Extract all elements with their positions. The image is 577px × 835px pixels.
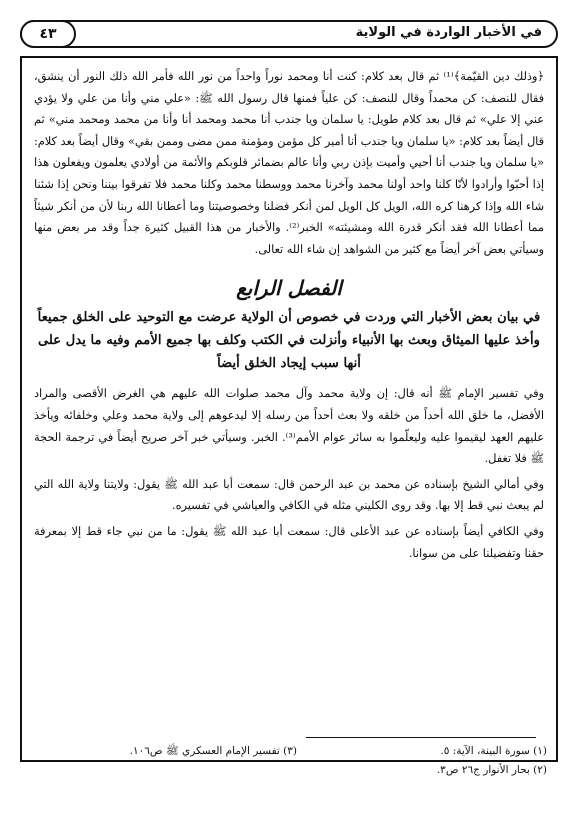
page-header: [20, 20, 558, 48]
paragraph-2: وفي تفسير الإمام ﷺ أنه قال: إن ولاية محمد وآل محمد صلوات الله عليهم هي الغرض الأقصى والمراد الأفضل، ما خلق الله أحداً من خلقه ولا بعث أحداً من رسله إلا ليدعوهم إلى ولاية محمد وعلي وخلفائه ويأخذ عليهم العهد ليقيموا عليه وليعلّموا به سائر عوام الأمم⁽³⁾. الخبر. وسيأتي خبر آخر صريح أيضاً في ترجمة الحجة ﷺ فلا تغفل.: [34, 387, 544, 466]
footnote-separator: [306, 737, 536, 738]
footnote-2: (٢) بحار الأنوار ج٢٦ ص٣.: [436, 764, 547, 776]
footnote-1: (١) سورة البينة، الآية: ٥.: [440, 745, 547, 757]
text-frame: [20, 56, 558, 762]
paragraph-3: وفي أمالي الشيخ بإسناده عن محمد بن عبد الرحمن قال: سمعت أبا عبد الله ﷺ يقول: ولايتنا ولاية الله التي لم يبعث نبي قط إلا بها. وقد روى الكليني مثله في الكافي والعياشي في تفسيره.: [34, 477, 544, 513]
chapter-subtitle: في بيان بعض الأخبار التي وردت في خصوص أن الولاية عرضت مع التوحيد على الخلق جميعاً وأخذ عليها الميثاق وبعث بها الأنبياء وأنزلت في الكتب وكلف بها جميع الأمم وفيه ما يدل على أنها سبب إيجاد الخلق أيضاً: [37, 310, 541, 372]
paragraph-4: وفي الكافي أيضاً بإسناده عن عبد الأعلى قال: سمعت أبا عبد الله ﷺ يقول: ما من نبي جاء قط إلا بمعرفة حقنا وتفضيلنا على من سوانا.: [34, 524, 544, 560]
page-number: ٤٣: [20, 20, 76, 48]
chapter-title: الفصل الرابع: [236, 276, 342, 301]
paragraph-1: ﴿وذلك دين القيّمة﴾⁽¹⁾ ثم قال بعد كلام: كنت أنا ومحمد نوراً واحداً من نور الله فأمر الله ذلك النور أن ينشق، فقال للنصف: كن محمداً وقال للنصف: كن علياً فمنها قال رسول الله ﷺ: «علي مني وأنا من علي ولا يؤدي عني إلا علي» ثم قال بعد كلام طويل: يا سلمان ويا جندب أنا محمد ومحمد أنا وأنا من محمد ومحمد مني» ثم قال أيضاً بعد كلام: «يا سلمان ويا جندب أنا أمير كل مؤمن ومؤمنة ممن مضى وممن بقي» وقال أيضاً بعد كلام: «يا سلمان ويا جندب أنا أحيي وأميت بإذن ربي وأنا عالم بضمائر قلوبكم والأئمة من أولادي يعلمون ويفعلون هذا إذا أحبّوا وأرادوا لأنّا كلنا واحد أولنا محمد وآخرنا محمد ووسطنا محمد وكلنا محمد فلا تفرقوا بيننا ونحن إذا شئنا شاء الله وإذا كرهنا كره الله، الويل كل الويل لمن أنكر فضلنا وخصوصيتنا وما أعطانا الله ربنا لأن من أنكر شيئاً مما أعطانا الله فقد أنكر قدرة الله ومشيئته» الخبر⁽²⁾. والأخبار من هذا القبيل كثيرة جداً وقد مر بعض منها وسيأتي بعض آخر أيضاً مع كثير من الشواهد إن شاء الله تعالى.: [34, 70, 544, 256]
running-title: في الأخبار الواردة في الولاية: [355, 25, 542, 40]
footnote-3: (٣) تفسير الإمام العسكري ﷺ ص١٠٦.: [129, 745, 297, 757]
